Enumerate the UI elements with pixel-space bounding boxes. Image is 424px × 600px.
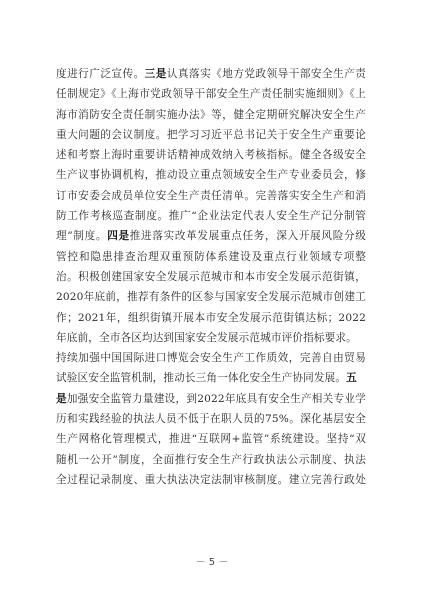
text-segment: 推进落实改革发展重点任务，深入开展风险分级 bbox=[129, 230, 366, 243]
body-text bbox=[56, 64, 366, 490]
text-line bbox=[56, 247, 366, 267]
text-segment: 作；2021年，组织街镇开展本市安全发展示范街镇达标；2022 bbox=[56, 311, 366, 324]
emphasis-text: 四是 bbox=[107, 230, 130, 243]
page-number: － 5 － bbox=[195, 557, 229, 568]
text-segment: 试验区安全监管机制，推动长三角一体化安全生产协同发展。 bbox=[56, 372, 347, 385]
text-segment: 重大问题的会议制度。把学习习近平总书记关于安全生产重要论 bbox=[56, 128, 366, 141]
emphasis-text: 三是 bbox=[144, 68, 167, 80]
text-line bbox=[56, 145, 366, 165]
text-line bbox=[56, 470, 366, 490]
text-segment: 防工作考核巡查制度。推广“企业法定代表人安全生产记分制管 bbox=[56, 210, 366, 223]
text-segment: 生产议事协调机构，推动设立重点领域安全生产专业委员会，修 bbox=[56, 169, 366, 182]
text-line bbox=[56, 165, 366, 185]
text-line bbox=[56, 226, 366, 246]
text-segment: 加强安全监管力量建设，到2022年底具有安全生产相关专业学 bbox=[66, 392, 366, 405]
text-segment: 治。积极创建国家安全发展示范城市和本市安全发展示范街镇， bbox=[56, 270, 366, 283]
text-line bbox=[56, 84, 366, 104]
text-line bbox=[56, 267, 366, 287]
text-segment: 生产网格化管理模式，推进“互联网+监管”系统建设。坚持“双 bbox=[56, 433, 366, 446]
text-segment: 任制规定》《上海市党政领导干部安全生产责任制实施细则》《上 bbox=[56, 88, 366, 101]
text-line bbox=[56, 186, 366, 206]
text-line bbox=[56, 429, 366, 449]
text-segment: 认真落实《地方党政领导干部安全生产责 bbox=[166, 68, 366, 80]
text-line bbox=[56, 64, 366, 84]
text-line bbox=[56, 389, 366, 409]
text-line bbox=[56, 348, 366, 368]
text-segment: 度进行广泛宣传。 bbox=[56, 68, 145, 80]
emphasis-text: 五 bbox=[346, 372, 357, 385]
text-segment: 2020年底前，推荐有条件的区参与国家安全发展示范城市创建工 bbox=[56, 291, 366, 304]
text-segment: 述和考察上海时重要讲话精神成效纳入考核指标。健全各级安全 bbox=[56, 149, 366, 162]
text-segment: 持续加强中国国际进口博览会安全生产工作质效，完善自由贸易 bbox=[56, 352, 366, 365]
text-segment: 海市消防安全责任制实施办法》等，健全定期研究解决安全生产 bbox=[56, 108, 366, 121]
text-segment: 理”制度。 bbox=[56, 230, 108, 243]
emphasis-text: 是 bbox=[56, 392, 67, 405]
text-line bbox=[56, 328, 366, 348]
text-segment: 全过程记录制度、重大执法决定法制审核制度。建立完善行政处 bbox=[56, 473, 366, 486]
text-segment: 历和实践经验的执法人员不低于在职人员的75%。深化基层安全 bbox=[56, 413, 366, 426]
text-line bbox=[56, 287, 366, 307]
text-line bbox=[56, 409, 366, 429]
text-line bbox=[56, 125, 366, 145]
text-segment: 随机一公开”制度，全面推行安全生产行政执法公示制度、执法 bbox=[56, 453, 366, 466]
text-segment: 订市安委会成员单位安全生产责任清单。完善落实安全生产和消 bbox=[56, 189, 366, 202]
text-segment: 管控和隐患排查治理双重预防体系建设及重点行业领域专项整 bbox=[56, 250, 366, 263]
text-line bbox=[56, 450, 366, 470]
text-line bbox=[56, 206, 366, 226]
text-line bbox=[56, 105, 366, 125]
text-line bbox=[56, 368, 366, 388]
text-line bbox=[56, 308, 366, 328]
text-segment: 年底前，全市各区均达到国家安全发展示范城市评价指标要求。 bbox=[56, 331, 357, 344]
